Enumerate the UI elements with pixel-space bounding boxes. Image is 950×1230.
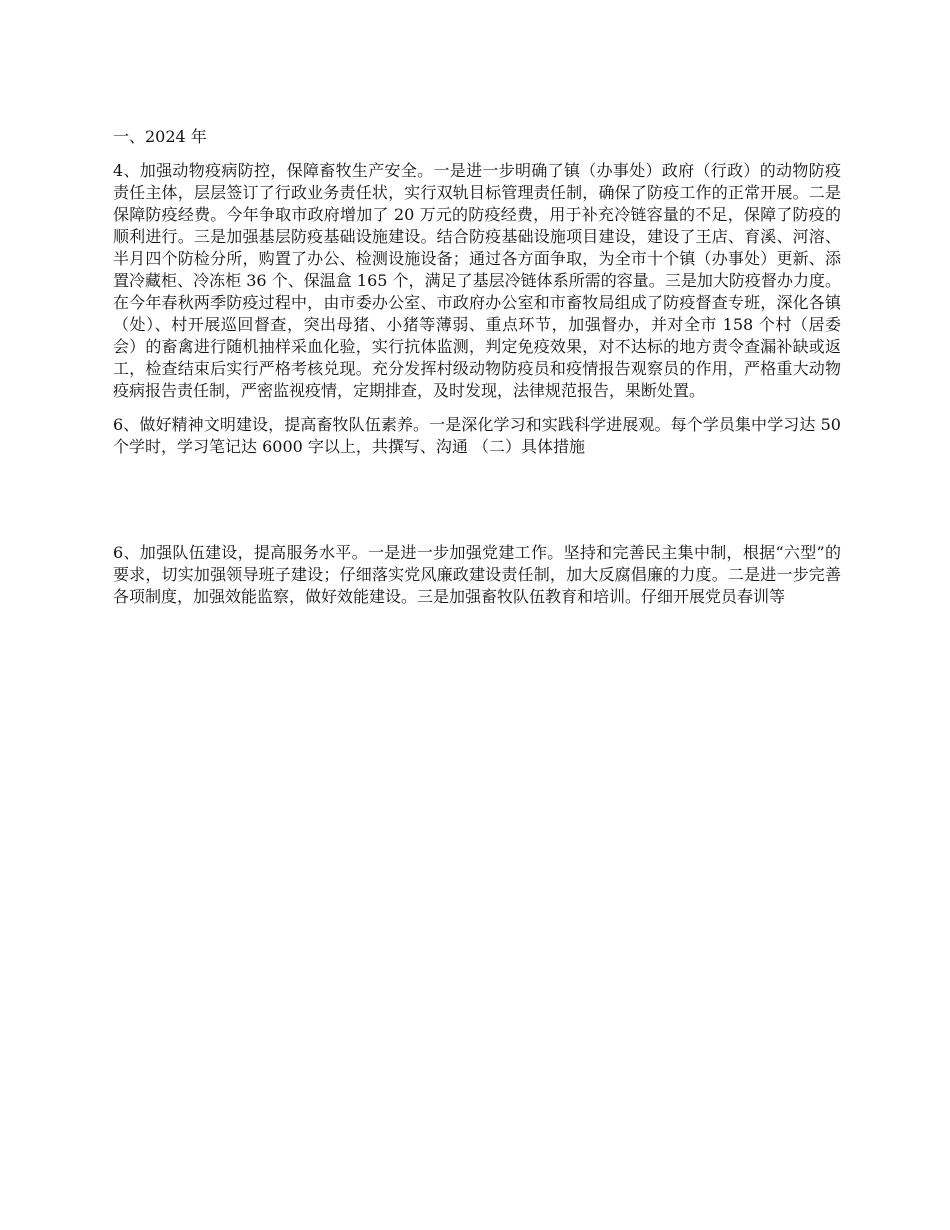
paragraph-disease-control: 4、加强动物疫病防控，保障畜牧生产安全。一是进一步明确了镇（办事处）政府（行政）的动物防疫责任主体，层层签订了行政业务责任状，实行双轨目标管理责任制，确保了防疫工作的正常开展。二是保障防疫经费。今年争取市政府增加了 20 万元的防疫经费，用于补充冷链容量的不足，保障了防疫的顺利进行。三是加强基层防疫基础设施建设。结合防疫基础设施项目建设，建设了王店、育溪、河溶、半月四个防检分所，购置了办公、检测设施设备；通过各方面争取，为全市十个镇（办事处）更新、添置冷藏柜、冷冻柜 36 个、保温盒 165 个，满足了基层冷链体系所需的容量。三是加大防疫督办力度。在今年春秋两季防疫过程中，由市委办公室、市政府办公室和市畜牧局组成了防疫督查专班，深化各镇（处）、村开展巡回督查，突出母猪、小猪等薄弱、重点环节，加强督办，并对全市 158 个村（居委会）的畜禽进行随机抽样采血化验，实行抗体监测，判定免疫效果，对不达标的地方责令查漏补缺或返工，检查结束后实行严格考核兑现。充分发挥村级动物防疫员和疫情报告观察员的作用，严格重大动物疫病报告责任制，严密监视疫情，定期排查，及时发现，法律规范报告，果断处置。 <box>113 161 841 400</box>
document-page <box>113 126 841 608</box>
paragraph-team-building: 6、加强队伍建设，提高服务水平。一是进一步加强党建工作。坚持和完善民主集中制，根据“六型”的要求，切实加强领导班子建设；仔细落实党风廉政建设责任制，加大反腐倡廉的力度。二是进一步完善各项制度，加强效能监察，做好效能建设。三是加强畜牧队伍教育和培训。仔细开展党员春训等 <box>113 543 841 606</box>
paragraph-spiritual-civilization: 6、做好精神文明建设，提高畜牧队伍素养。一是深化学习和实践科学进展观。每个学员集中学习达 50 个学时，学习笔记达 6000 字以上，共撰写、沟通 （二）具体措施 <box>113 415 841 456</box>
section-heading: 一、2024 年 <box>113 127 207 146</box>
